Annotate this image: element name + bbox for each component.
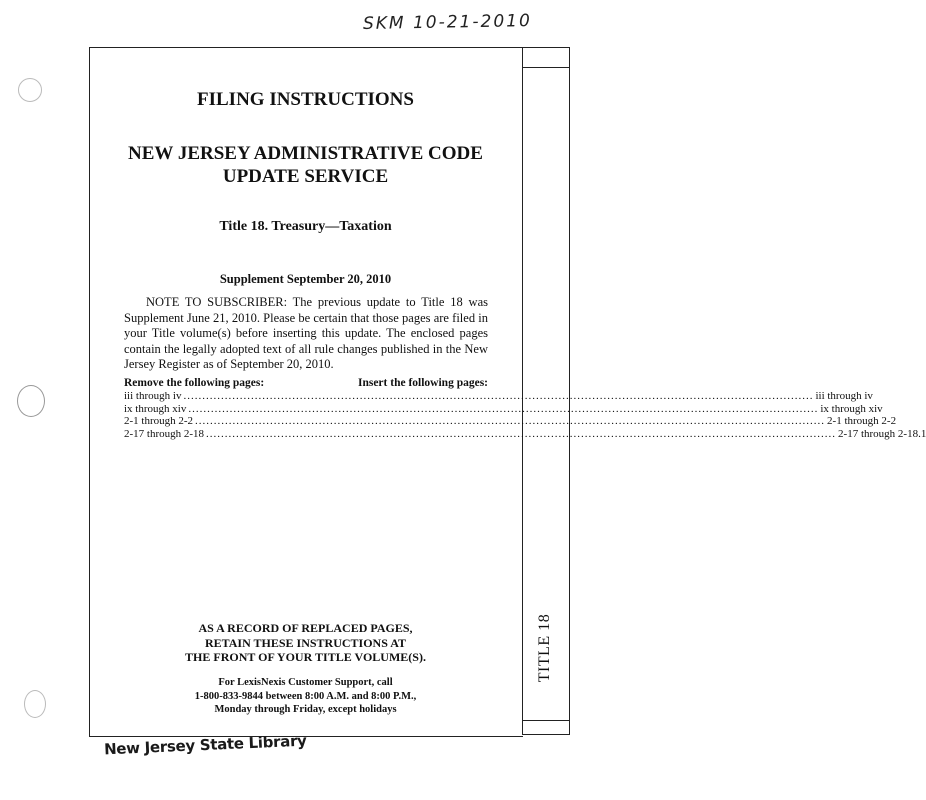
punch-hole-top [18,78,42,102]
code-title-line: NEW JERSEY ADMINISTRATIVE CODE [128,143,483,164]
code-title-line: UPDATE SERVICE [222,166,389,187]
remove-range: ix through xiv [124,402,187,415]
insert-range: ix through xiv [820,402,883,415]
side-tab-divider-top [522,67,570,68]
record-instructions [89,621,522,665]
handwritten-note: SKM 10-21-2010 [362,11,532,35]
page-title: FILING INSTRUCTIONS [197,89,414,110]
remove-range: iii through iv [124,390,182,402]
dot-leader: ........................................................................................................................................................................ [183,390,814,402]
remove-range: 2-1 through 2-2 [124,415,194,427]
record-line: THE FRONT OF YOUR TITLE VOLUME(S). [185,650,426,664]
table-row [124,390,873,403]
title-subject: Title 18. Treasury—Taxation [219,219,392,234]
support-line: 1-800-833-9844 between 8:00 A.M. and 8:00 P.M., [194,690,417,702]
punch-hole-bottom [24,690,46,718]
code-title [89,142,522,188]
side-tab-label: TITLE 18 [536,613,554,683]
insert-range: iii through iv [815,390,873,402]
table-row [124,427,926,441]
record-line: AS A RECORD OF REPLACED PAGES, [198,621,413,635]
record-line: RETAIN THESE INSTRUCTIONS AT [204,635,407,650]
customer-support [89,676,522,717]
dot-leader: ........................................................................................................................................................................ [206,427,837,440]
insert-range: 2-1 through 2-2 [827,415,897,427]
dot-leader: ........................................................................................................................................................................ [188,402,819,415]
remove-range: 2-17 through 2-18 [124,427,205,440]
side-tab-divider-bottom [522,720,570,721]
insert-range: 2-17 through 2-18.1 [838,427,926,440]
page-replacement-table [124,376,926,440]
supplement-date: Supplement September 20, 2010 [219,272,392,286]
insert-pages-header: Insert the following pages: [357,377,488,389]
subscriber-note: NOTE TO SUBSCRIBER: The previous update to Title 18 was Supplement June 21, 2010. Please be certain that those pages are filed in your Title volume(s) before inserting this update. The enclosed pages contain the legally adopted text of all rule changes published in the New Jersey Register as of September 20, 2010. [124,295,488,371]
dot-leader: ........................................................................................................................................................................ [195,415,826,427]
table-row [124,415,897,428]
punch-hole-middle [17,385,45,417]
support-line: Monday through Friday, except holidays [214,704,397,715]
table-row [124,402,883,416]
library-stamp: New Jersey State Library [103,731,307,759]
page-table-header [124,376,488,390]
remove-pages-header: Remove the following pages: [124,377,265,389]
support-line: For LexisNexis Customer Support, call [218,677,393,688]
